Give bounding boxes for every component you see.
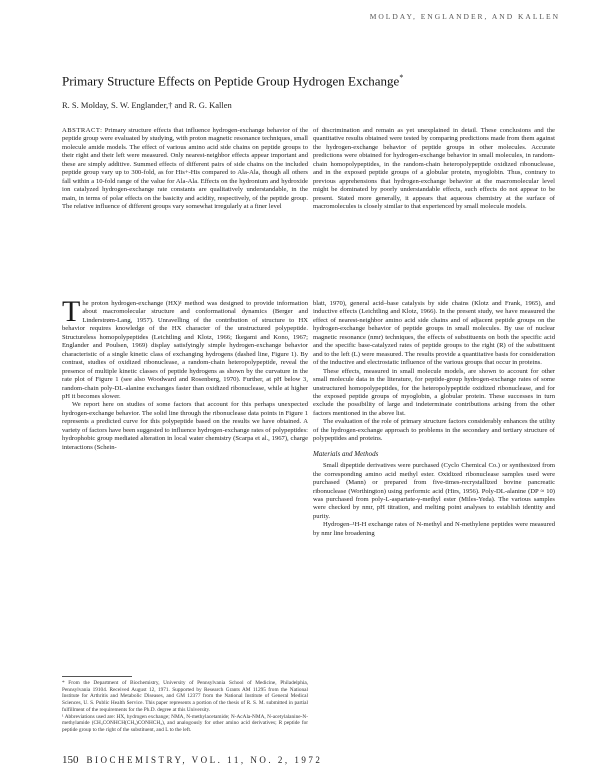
footnote-abbreviations: ¹ Abbreviations used are: HX, hydrogen exchange; NMA, N-methylacetamide; N-AcAla-NMA, N-acetylalanine-N-methylamide (CH₃CONHCH(CH₃)CONHCH₃), and analogously for other amino acid derivatives; R peptide for peptide group to the right of the substituent, and L to the left. <box>62 713 308 733</box>
intro-paragraph-3: blatt, 1970), general acid–base catalysis by side chains (Klotz and Frank, 1965), and inductive effects (Leichtling and Klotz, 1966). In the present study, we have measured the effect of nearest-neighbor amino acid side chains and of adjacent peptide groups on the hydrogen-exchange behavior of peptide groups in small molecules. By use of nuclear magnetic resonance (nmr) techniques, the effects of substituents on both the specific acid and the specific base-catalyzed rates of peptide groups to the right (R) of the substituent and to the left (L) were measured. The results provide a quantitative basis for consideration of the inductive and electrostatic influence of the various groups that occur in proteins. <box>313 300 555 367</box>
page-footer <box>62 754 322 766</box>
abstract-text-left: Primary structure effects that influence hydrogen-exchange behavior of the peptide group were evaluated by studying, with proton magnetic resonance techniques, small molecule amide models. The effect of various amino acid side chains on peptide groups to their right and their left were measured. Only nearest-neighbor effects appear important and these are simply additive. Summed effects of different pairs of side chains on the included peptide group vary up to 300-fold, as for His+-His compared to Ala-Ala, though all others fall within a 10-fold range of the value for Ala-Ala. Effects on the hydronium and hydroxide ion catalyzed hydrogen-exchange rate constants are qualitatively understandable, in the main, in terms of polar effects on the basicity and acidity, respectively, of the peptide group. The relative influence of different groups vary somewhat irregularly at a finer level <box>62 127 308 211</box>
intro-paragraph-4: These effects, measured in small molecule models, are shown to account for other small molecule data in the literature, for peptide-group hydrogen-exchange rates of some unstructured homopolypeptides, for the heteropolypeptide oxidized ribonuclease, and for the exposed peptide groups of myoglobin, a globular protein. These successes in turn exclude the possibility of large and indeterminate contributions arising from the other factors mentioned in the above list. <box>313 367 555 417</box>
methods-paragraph-1: Small dipeptide derivatives were purchased (Cyclo Chemical Co.) or synthesized from the corresponding amino acid methyl ester. Oxidized ribonuclease samples used were purchased (Mann) or prepared from five-times-recrystallized bovine pancreatic ribonuclease (Worthington) using performic acid (Hirs, 1956). Poly-DL-alanine (DP ≈ 10) was purchased from poly-L-aspartate-γ-methyl ester (Miles-Yeda). The various samples were checked by nmr, pH titration, and melting point analyses to establish identity and purity. <box>313 462 555 520</box>
drop-cap: T <box>62 295 81 328</box>
article-title <box>62 70 562 89</box>
body-right-column <box>313 300 555 538</box>
abstract-text-right: of discrimination and remain as yet unexplained in detail. These conclusions and the quantitative results obtained were tested by comparing predictions made from them against the hydrogen-exchange behavior of peptide groups in other molecules. Accurate predictions were obtained for hydrogen-exchange behavior in small molecules, in random-chain homopolypeptides, in the random-chain heteropolypeptide oxidized ribonuclease, and in the exposed peptide groups of a globular protein, myoglobin. Thus, contrary to previous apprehensions that hydrogen-exchange behavior at the macromolecular level might be dominated by poorly understandable effects, such effects do not appear to be present. Stated more generally, it appears that aqueous chemistry at the surface of macromolecules is closely similar to that experienced by small molecule models. <box>313 127 555 211</box>
abstract-left-column <box>62 127 308 212</box>
body-left-column <box>62 295 308 452</box>
abstract-label: ABSTRACT: <box>62 127 103 134</box>
footnote-rule <box>62 676 132 677</box>
footnotes <box>62 680 308 734</box>
abstract-right-column <box>313 127 555 212</box>
intro-paragraph-5: The evaluation of the role of primary structure factors considerably enhances the utility of the hydrogen-exchange approach to problems in the secondary and tertiary structure of polypeptides and proteins. <box>313 418 555 443</box>
section-heading-materials-methods: Materials and Methods <box>313 449 379 458</box>
title-text: Primary Structure Effects on Peptide Group Hydrogen Exchange <box>62 73 400 89</box>
methods-paragraph-2: Hydrogen–¹H-H exchange rates of N-methyl and N-methylene peptides were measured by nmr line broadening <box>313 521 555 537</box>
intro-paragraph-1: he proton hydrogen-exchange (HX)¹ method was designed to provide information about macromolecular structure and conformational dynamics (Berger and Linderstrøm-Lang, 1957). Unravelling of the contribution of structure to HX behavior requires knowledge of the HX character of the unstructured polypeptide. Structureless homopolypeptides (Leichtling and Klotz, 1966; Ikegami and Kono, 1967; Englander and Poulsen, 1969) display satisfyingly simple hydrogen-exchange behavior characteristic of a single kinetic class of exchanging hydrogens (dashed line, Figure 1). By contrast, studies of oxidized ribonuclease, a random-chain heteropolypeptide, reveal the presence of multiple kinetic classes of peptide hydrogens as shown by the curvature in the rate plot of Figure 1 (see also Woodward and Rosenberg, 1970). Further, at pH below 3, random-chain poly-DL-alanine exchanges faster than oxidized ribonuclease, while at higher pH it becomes slower. <box>62 300 308 400</box>
page-number: 150 <box>62 754 79 766</box>
footnote-affiliation: * From the Department of Biochemistry, University of Pennsylvania School of Medicine, Philadelphia, Pennsylvania 19104. Received August 12, 1971. Supported by Research Grants AM 11295 from the National Institute for Arthritis and Metabolic Diseases, and GM 12377 from the National Institute of General Medical Sciences, U. S. Public Health Service. This paper represents a portion of the thesis of R. S. M. submitted in partial fulfillment of the requirements for the Ph.D. degree at this University. <box>62 680 308 713</box>
running-head: MOLDAY, ENGLANDER, AND KALLEN <box>369 12 560 21</box>
title-footnote-mark: * <box>399 73 404 82</box>
intro-paragraph-2: We report here on studies of some factors that account for this perhaps unexpected hydrogen-exchange behavior. The solid line through the ribonuclease data points in Figure 1 represents a predicted curve for this polypeptide based on the results we have obtained. A variety of factors have been suggested to influence hydrogen-exchange rates of polypeptides: hydrophobic group mediated alteration in local water chemistry (Scarpa et al., 1967), charge interactions (Schein- <box>62 401 308 451</box>
journal-citation: BIOCHEMISTRY, VOL. 11, NO. 2, 1972 <box>86 755 323 765</box>
author-line: R. S. Molday, S. W. Englander,† and R. G. Kallen <box>62 100 232 110</box>
